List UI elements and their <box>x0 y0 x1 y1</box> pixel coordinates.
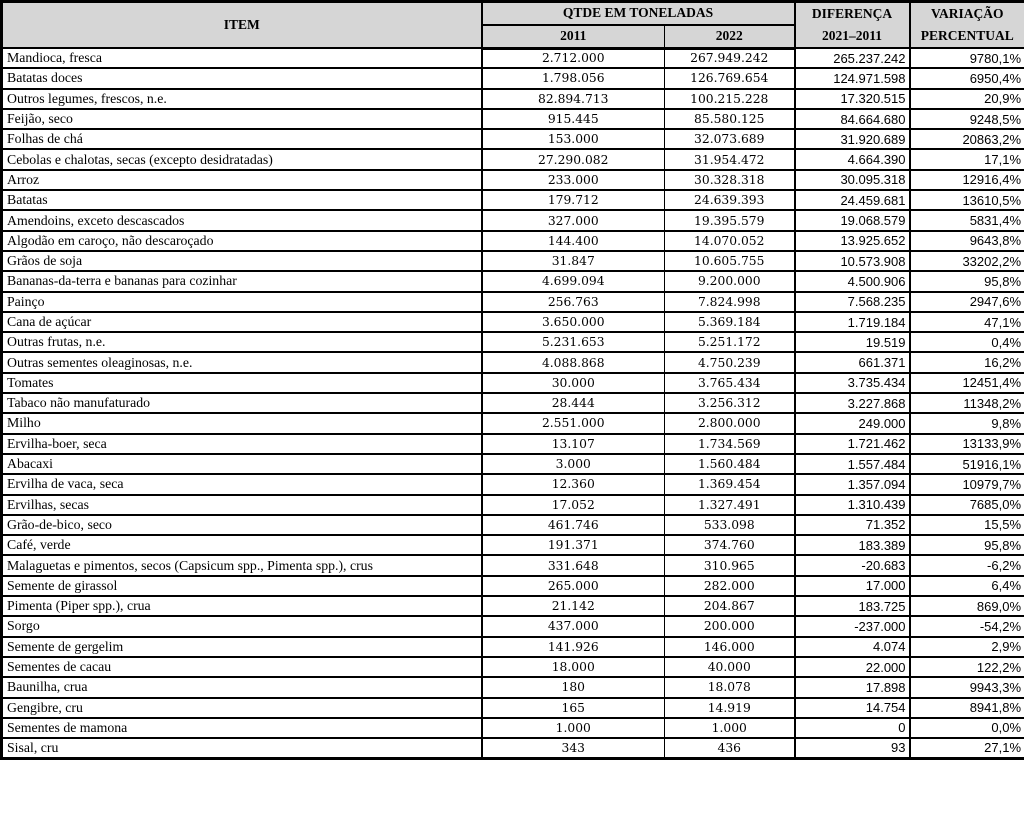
qty-2011-cell: 265.000 <box>482 576 665 596</box>
item-cell: Ervilha de vaca, seca <box>2 474 482 494</box>
difference-cell: 183.389 <box>795 535 910 555</box>
item-cell: Mandioca, fresca <box>2 48 482 68</box>
table-row <box>2 109 1024 129</box>
difference-cell: 31.920.689 <box>795 129 910 149</box>
qty-2022-cell: 100.215.228 <box>665 89 795 109</box>
qty-2011-cell: 13.107 <box>482 434 665 454</box>
qty-2011-cell: 4.699.094 <box>482 271 665 291</box>
qty-2022-cell: 374.760 <box>665 535 795 555</box>
qty-2011-cell: 30.000 <box>482 373 665 393</box>
header-variation-line1: VARIAÇÃO <box>931 6 1004 21</box>
qty-2022-cell: 24.639.393 <box>665 190 795 210</box>
qty-2022-cell: 19.395.579 <box>665 210 795 230</box>
qty-2011-cell: 180 <box>482 677 665 697</box>
variation-cell: -54,2% <box>910 616 1024 636</box>
table-row <box>2 251 1024 271</box>
qty-2022-cell: 1.560.484 <box>665 454 795 474</box>
item-cell: Grão-de-bico, seco <box>2 515 482 535</box>
qty-2011-cell: 2.712.000 <box>482 48 665 68</box>
header-difference <box>795 2 910 49</box>
item-cell: Painço <box>2 292 482 312</box>
difference-cell: -20.683 <box>795 555 910 575</box>
item-cell: Ervilha-boer, seca <box>2 434 482 454</box>
item-cell: Outras sementes oleaginosas, n.e. <box>2 352 482 372</box>
qty-2022-cell: 5.369.184 <box>665 312 795 332</box>
variation-cell: 10979,7% <box>910 474 1024 494</box>
table-row <box>2 576 1024 596</box>
qty-2022-cell: 40.000 <box>665 657 795 677</box>
variation-cell: 869,0% <box>910 596 1024 616</box>
table-body <box>2 48 1024 758</box>
qty-2011-cell: 28.444 <box>482 393 665 413</box>
variation-cell: 20863,2% <box>910 129 1024 149</box>
table-row <box>2 677 1024 697</box>
difference-cell: 4.664.390 <box>795 149 910 169</box>
item-cell: Semente de girassol <box>2 576 482 596</box>
table-row <box>2 393 1024 413</box>
qty-2022-cell: 2.800.000 <box>665 413 795 433</box>
variation-cell: 0,4% <box>910 332 1024 352</box>
table-row <box>2 149 1024 169</box>
variation-cell: 122,2% <box>910 657 1024 677</box>
table-row <box>2 68 1024 88</box>
qty-2011-cell: 343 <box>482 738 665 758</box>
qty-2022-cell: 31.954.472 <box>665 149 795 169</box>
table-row <box>2 413 1024 433</box>
qty-2011-cell: 27.290.082 <box>482 149 665 169</box>
qty-2022-cell: 126.769.654 <box>665 68 795 88</box>
table-row <box>2 129 1024 149</box>
difference-cell: 124.971.598 <box>795 68 910 88</box>
qty-2011-cell: 5.231.653 <box>482 332 665 352</box>
item-cell: Batatas <box>2 190 482 210</box>
difference-cell: 3.227.868 <box>795 393 910 413</box>
qty-2022-cell: 1.327.491 <box>665 495 795 515</box>
item-cell: Tabaco não manufaturado <box>2 393 482 413</box>
difference-cell: 19.519 <box>795 332 910 352</box>
qty-2011-cell: 165 <box>482 698 665 718</box>
item-cell: Feijão, seco <box>2 109 482 129</box>
table-row <box>2 738 1024 758</box>
item-cell: Cana de açúcar <box>2 312 482 332</box>
qty-2011-cell: 915.445 <box>482 109 665 129</box>
difference-cell: 4.074 <box>795 637 910 657</box>
difference-cell: 7.568.235 <box>795 292 910 312</box>
variation-cell: 95,8% <box>910 271 1024 291</box>
qty-2011-cell: 3.650.000 <box>482 312 665 332</box>
variation-cell: 12451,4% <box>910 373 1024 393</box>
table-row <box>2 596 1024 616</box>
table-row <box>2 515 1024 535</box>
difference-cell: 3.735.434 <box>795 373 910 393</box>
qty-2011-cell: 12.360 <box>482 474 665 494</box>
variation-cell: 9643,8% <box>910 231 1024 251</box>
variation-cell: 95,8% <box>910 535 1024 555</box>
header-variation <box>910 2 1024 49</box>
qty-2011-cell: 461.746 <box>482 515 665 535</box>
item-cell: Pimenta (Piper spp.), crua <box>2 596 482 616</box>
variation-cell: 7685,0% <box>910 495 1024 515</box>
variation-cell: 5831,4% <box>910 210 1024 230</box>
item-cell: Café, verde <box>2 535 482 555</box>
qty-2022-cell: 267.949.242 <box>665 48 795 68</box>
qty-2022-cell: 533.098 <box>665 515 795 535</box>
item-cell: Grãos de soja <box>2 251 482 271</box>
item-cell: Baunilha, crua <box>2 677 482 697</box>
table-row <box>2 231 1024 251</box>
difference-cell: 183.725 <box>795 596 910 616</box>
qty-2022-cell: 10.605.755 <box>665 251 795 271</box>
difference-cell: 19.068.579 <box>795 210 910 230</box>
table-row <box>2 637 1024 657</box>
variation-cell: 6,4% <box>910 576 1024 596</box>
item-cell: Algodão em caroço, não descaroçado <box>2 231 482 251</box>
table-row <box>2 616 1024 636</box>
qty-2022-cell: 310.965 <box>665 555 795 575</box>
qty-2022-cell: 85.580.125 <box>665 109 795 129</box>
variation-cell: 13133,9% <box>910 434 1024 454</box>
item-cell: Milho <box>2 413 482 433</box>
variation-cell: 8941,8% <box>910 698 1024 718</box>
difference-cell: 1.357.094 <box>795 474 910 494</box>
table-row <box>2 474 1024 494</box>
variation-cell: 9,8% <box>910 413 1024 433</box>
item-cell: Outras frutas, n.e. <box>2 332 482 352</box>
variation-cell: 12916,4% <box>910 170 1024 190</box>
table-row <box>2 657 1024 677</box>
table-row <box>2 292 1024 312</box>
table-row <box>2 698 1024 718</box>
variation-cell: 9248,5% <box>910 109 1024 129</box>
variation-cell: 47,1% <box>910 312 1024 332</box>
difference-cell: 1.719.184 <box>795 312 910 332</box>
qty-2022-cell: 30.328.318 <box>665 170 795 190</box>
header-variation-line2: PERCENTUAL <box>920 28 1014 43</box>
difference-cell: 17.320.515 <box>795 89 910 109</box>
difference-cell: 1.721.462 <box>795 434 910 454</box>
difference-cell: -237.000 <box>795 616 910 636</box>
qty-2011-cell: 144.400 <box>482 231 665 251</box>
item-cell: Arroz <box>2 170 482 190</box>
qty-2022-cell: 5.251.172 <box>665 332 795 352</box>
difference-cell: 71.352 <box>795 515 910 535</box>
table-row <box>2 332 1024 352</box>
difference-cell: 10.573.908 <box>795 251 910 271</box>
item-cell: Gengibre, cru <box>2 698 482 718</box>
table-row <box>2 352 1024 372</box>
table-row <box>2 170 1024 190</box>
variation-cell: 16,2% <box>910 352 1024 372</box>
header-item: ITEM <box>2 2 482 49</box>
header-difference-line2: 2021–2011 <box>822 28 883 43</box>
table-header <box>2 2 1024 49</box>
header-qty-group: QTDE EM TONELADAS <box>482 2 795 25</box>
qty-2022-cell: 4.750.239 <box>665 352 795 372</box>
header-year-2011: 2011 <box>482 25 665 48</box>
item-cell: Semente de gergelim <box>2 637 482 657</box>
table-row <box>2 373 1024 393</box>
qty-2022-cell: 146.000 <box>665 637 795 657</box>
difference-cell: 1.557.484 <box>795 454 910 474</box>
table-row <box>2 454 1024 474</box>
difference-cell: 265.237.242 <box>795 48 910 68</box>
difference-cell: 22.000 <box>795 657 910 677</box>
qty-2022-cell: 18.078 <box>665 677 795 697</box>
qty-2011-cell: 3.000 <box>482 454 665 474</box>
qty-2011-cell: 17.052 <box>482 495 665 515</box>
item-cell: Batatas doces <box>2 68 482 88</box>
qty-2022-cell: 282.000 <box>665 576 795 596</box>
difference-cell: 4.500.906 <box>795 271 910 291</box>
variation-cell: 9943,3% <box>910 677 1024 697</box>
table-row <box>2 434 1024 454</box>
qty-2022-cell: 436 <box>665 738 795 758</box>
qty-2022-cell: 3.765.434 <box>665 373 795 393</box>
difference-cell: 17.898 <box>795 677 910 697</box>
variation-cell: 27,1% <box>910 738 1024 758</box>
item-cell: Sisal, cru <box>2 738 482 758</box>
item-cell: Outros legumes, frescos, n.e. <box>2 89 482 109</box>
variation-cell: 9780,1% <box>910 48 1024 68</box>
qty-2011-cell: 153.000 <box>482 129 665 149</box>
item-cell: Tomates <box>2 373 482 393</box>
variation-cell: -6,2% <box>910 555 1024 575</box>
qty-2011-cell: 331.648 <box>482 555 665 575</box>
qty-2011-cell: 31.847 <box>482 251 665 271</box>
item-cell: Abacaxi <box>2 454 482 474</box>
header-year-2022: 2022 <box>665 25 795 48</box>
qty-2022-cell: 32.073.689 <box>665 129 795 149</box>
table-row <box>2 271 1024 291</box>
qty-2022-cell: 14.070.052 <box>665 231 795 251</box>
qty-2022-cell: 204.867 <box>665 596 795 616</box>
qty-2011-cell: 1.000 <box>482 718 665 738</box>
qty-2022-cell: 14.919 <box>665 698 795 718</box>
difference-cell: 14.754 <box>795 698 910 718</box>
table-row <box>2 495 1024 515</box>
qty-2022-cell: 3.256.312 <box>665 393 795 413</box>
variation-cell: 15,5% <box>910 515 1024 535</box>
difference-cell: 17.000 <box>795 576 910 596</box>
table-row <box>2 210 1024 230</box>
variation-cell: 2,9% <box>910 637 1024 657</box>
item-cell: Sementes de mamona <box>2 718 482 738</box>
variation-cell: 2947,6% <box>910 292 1024 312</box>
difference-cell: 1.310.439 <box>795 495 910 515</box>
item-cell: Malaguetas e pimentos, secos (Capsicum spp., Pimenta spp.), crus <box>2 555 482 575</box>
qty-2011-cell: 191.371 <box>482 535 665 555</box>
qty-2022-cell: 1.369.454 <box>665 474 795 494</box>
variation-cell: 20,9% <box>910 89 1024 109</box>
variation-cell: 0,0% <box>910 718 1024 738</box>
variation-cell: 17,1% <box>910 149 1024 169</box>
item-cell: Sementes de cacau <box>2 657 482 677</box>
difference-cell: 13.925.652 <box>795 231 910 251</box>
qty-2022-cell: 7.824.998 <box>665 292 795 312</box>
item-cell: Ervilhas, secas <box>2 495 482 515</box>
difference-cell: 661.371 <box>795 352 910 372</box>
qty-2011-cell: 327.000 <box>482 210 665 230</box>
qty-2011-cell: 179.712 <box>482 190 665 210</box>
difference-cell: 0 <box>795 718 910 738</box>
qty-2022-cell: 1.000 <box>665 718 795 738</box>
item-cell: Sorgo <box>2 616 482 636</box>
variation-cell: 51916,1% <box>910 454 1024 474</box>
qty-2011-cell: 437.000 <box>482 616 665 636</box>
item-cell: Folhas de chá <box>2 129 482 149</box>
table-row <box>2 312 1024 332</box>
qty-2011-cell: 21.142 <box>482 596 665 616</box>
variation-cell: 13610,5% <box>910 190 1024 210</box>
qty-2011-cell: 141.926 <box>482 637 665 657</box>
variation-cell: 6950,4% <box>910 68 1024 88</box>
difference-cell: 93 <box>795 738 910 758</box>
item-cell: Bananas-da-terra e bananas para cozinhar <box>2 271 482 291</box>
difference-cell: 249.000 <box>795 413 910 433</box>
qty-2011-cell: 4.088.868 <box>482 352 665 372</box>
qty-2022-cell: 200.000 <box>665 616 795 636</box>
variation-cell: 11348,2% <box>910 393 1024 413</box>
table-row <box>2 555 1024 575</box>
difference-cell: 30.095.318 <box>795 170 910 190</box>
difference-cell: 84.664.680 <box>795 109 910 129</box>
qty-2022-cell: 1.734.569 <box>665 434 795 454</box>
variation-cell: 33202,2% <box>910 251 1024 271</box>
difference-cell: 24.459.681 <box>795 190 910 210</box>
table-row <box>2 48 1024 68</box>
qty-2022-cell: 9.200.000 <box>665 271 795 291</box>
qty-2011-cell: 18.000 <box>482 657 665 677</box>
table-row <box>2 190 1024 210</box>
table-row <box>2 718 1024 738</box>
table-row <box>2 535 1024 555</box>
header-difference-line1: DIFERENÇA <box>811 6 893 21</box>
qty-2011-cell: 1.798.056 <box>482 68 665 88</box>
table-row <box>2 89 1024 109</box>
item-cell: Amendoins, exceto descascados <box>2 210 482 230</box>
qty-2011-cell: 256.763 <box>482 292 665 312</box>
item-cell: Cebolas e chalotas, secas (excepto desidratadas) <box>2 149 482 169</box>
qty-2011-cell: 2.551.000 <box>482 413 665 433</box>
qty-2011-cell: 82.894.713 <box>482 89 665 109</box>
qty-2011-cell: 233.000 <box>482 170 665 190</box>
